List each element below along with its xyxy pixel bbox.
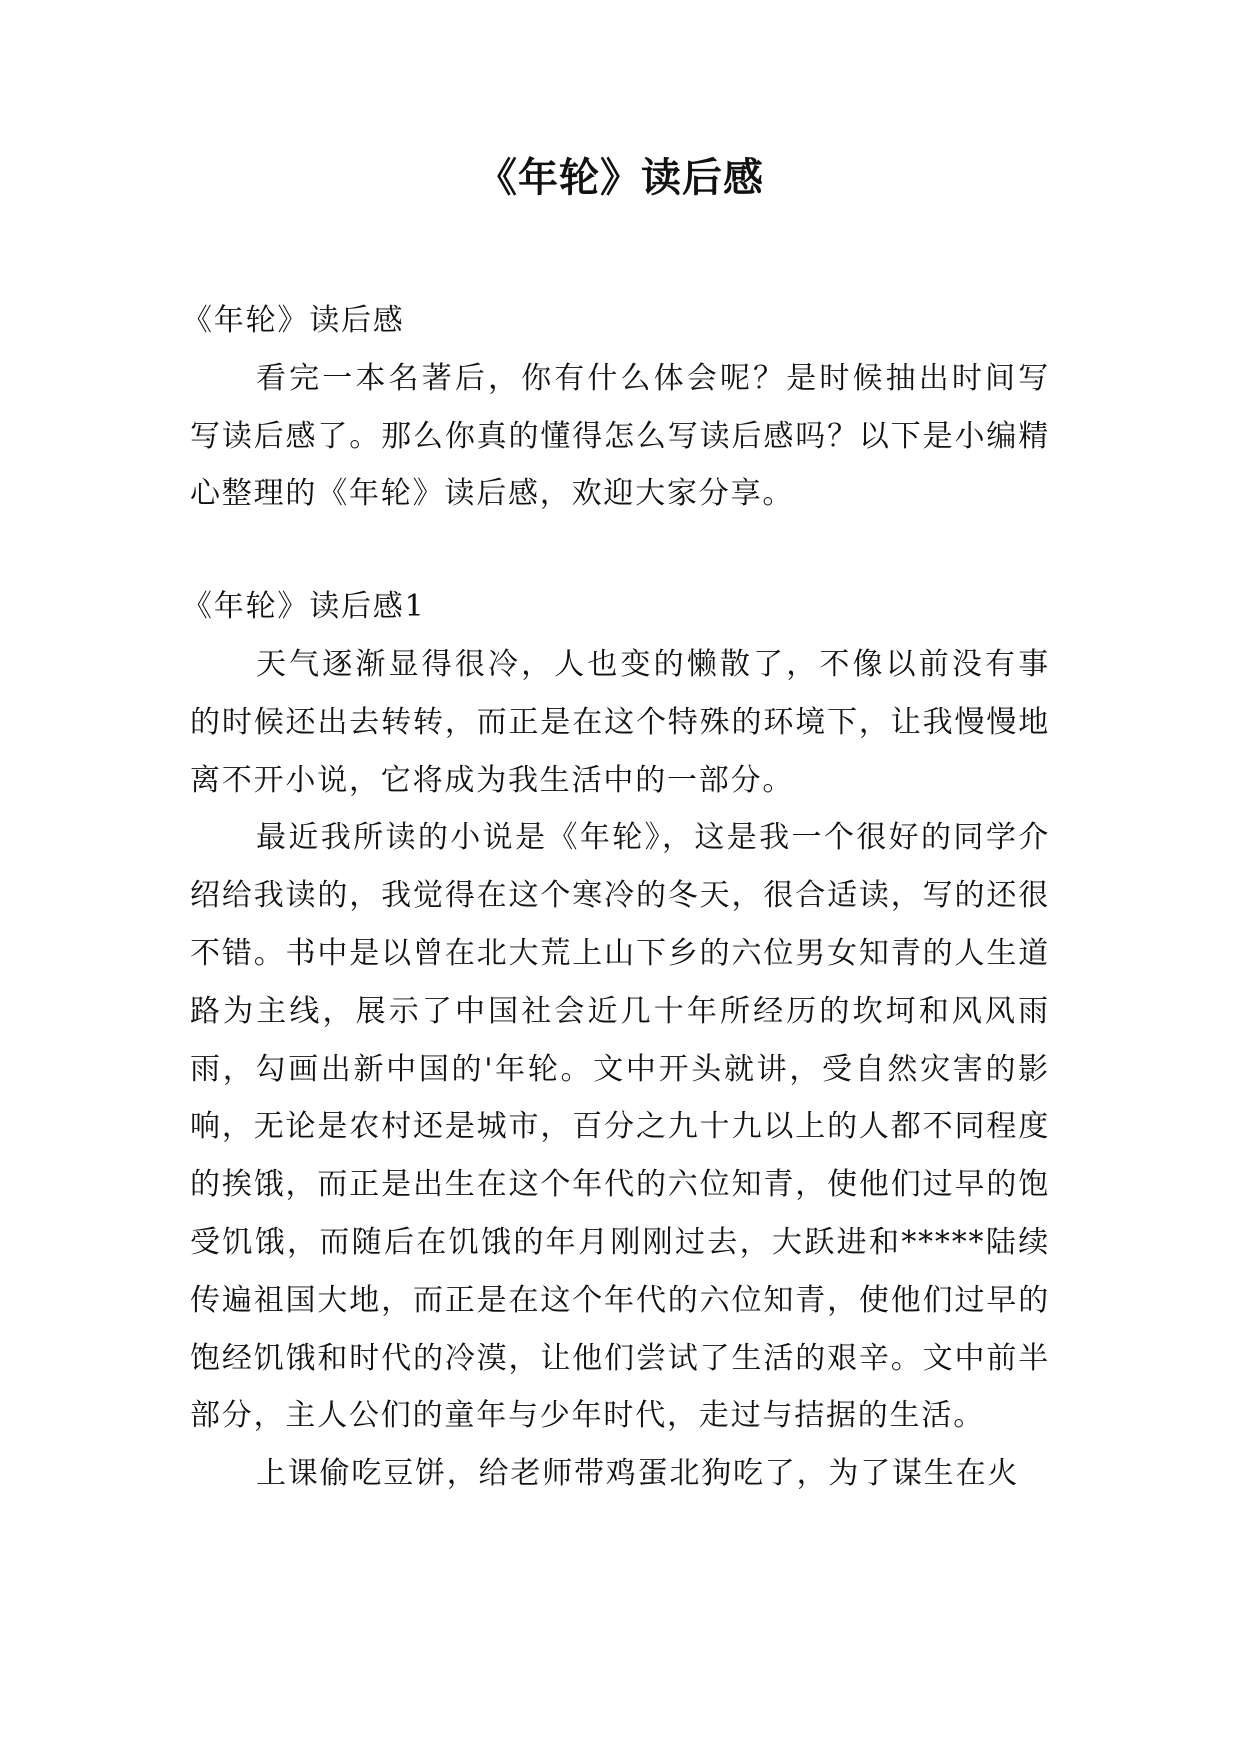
document-title: 《年轮》读后感 — [477, 155, 764, 201]
section-1-heading: 《年轮》读后感1 — [182, 589, 426, 625]
intro-heading: 《年轮》读后感 — [182, 303, 405, 338]
section-spacer — [190, 523, 1050, 578]
section-1-paragraph-3: 上课偷吃豆饼，给老师带鸡蛋北狗吃了，为了谋生在火 — [256, 1456, 1020, 1492]
section-1-paragraph-2: 最近我所读的小说是《年轮》，这是我一个很好的同学介绍给我读的，我觉得在这个寒冷的冬天，很合适读，写的还很不错。书中是以曾在北大荒上山下乡的六位男女知青的人生道路为主线，展示了中国社会近几十年所经历的坎坷和风风雨雨，勾画出新中国的'年轮。文中开头就讲，受自然灾害的影响，无论是农村还是城市，百分之九十九以上的人都不同程度的挨饿，而正是出生在这个年代的六位知青，使他们过早的饱受饥饿，而随后在饥饿的年月刚刚过去，大跃进和*****陆续传遍祖国大地，而正是在这个年代的六位知青，使他们过早的饱经饥饿和时代的冷漠，让他们尝试了生活的艰辛。文中前半部分，主人公们的童年与少年时代，走过与拮据的生活。 — [190, 820, 1050, 1434]
intro-paragraph: 看完一本名著后，你有什么体会呢？是时候抽出时间写写读后感了。那么你真的懂得怎么写读后感吗？以下是小编精心整理的《年轮》读后感，欢迎大家分享。 — [190, 360, 1050, 512]
section-1-paragraph-1: 天气逐渐显得很冷，人也变的懒散了，不像以前没有事的时候还出去转转，而正是在这个特殊的环境下，让我慢慢地离不开小说，它将成为我生活中的一部分。 — [190, 646, 1050, 798]
document-body — [182, 292, 1050, 1503]
